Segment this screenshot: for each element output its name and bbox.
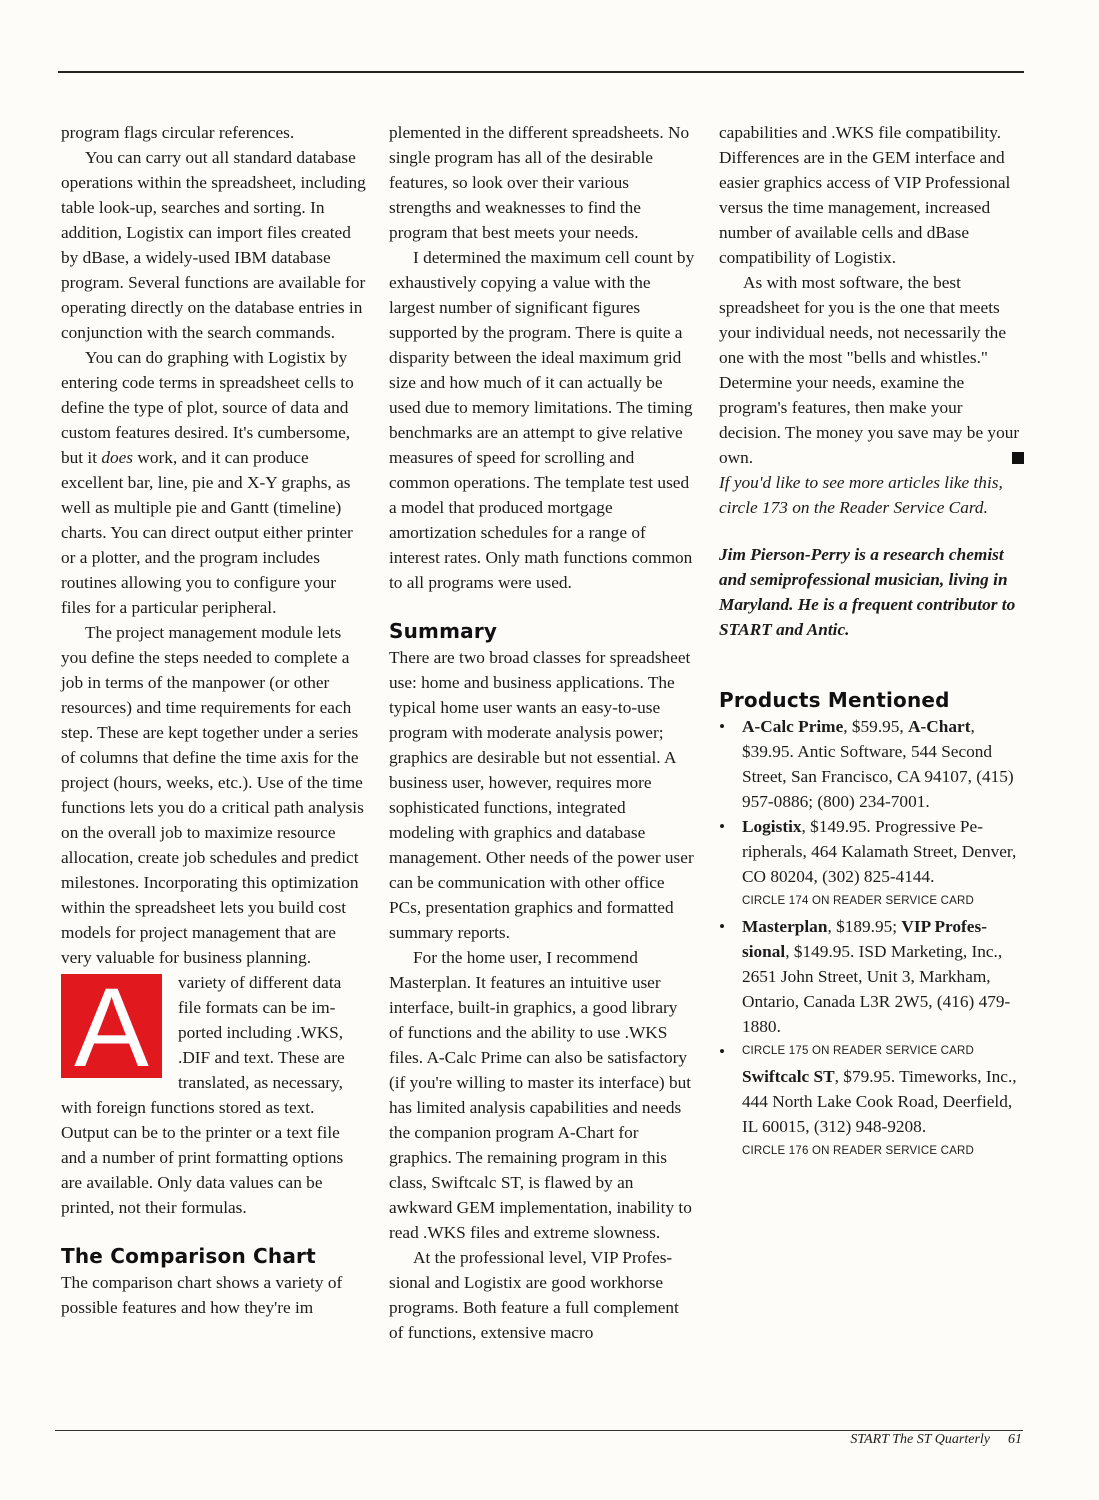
section-heading: Summary	[389, 619, 498, 643]
text-span: , $79.95. Timeworks, Inc., 444 North Lake Cook Road, Deerfield, IL 60015, (312) 948-9208.	[742, 1067, 1017, 1136]
section-heading: Products Mentioned	[719, 688, 950, 712]
text-span: , $39.95. Antic Software, 544 Second Street, San Francisco, CA 94107, (415) 957-0886; (800) 234-7001.	[742, 717, 1014, 811]
publication-name: START The ST Quarterly	[850, 1432, 990, 1447]
list-item	[719, 814, 1024, 914]
page-number: 61	[1008, 1432, 1022, 1447]
product-name: Masterplan	[742, 917, 828, 936]
paragraph	[61, 345, 366, 620]
bottom-rule	[55, 1430, 1023, 1431]
drop-cap-letter: A	[61, 974, 162, 1078]
section-heading: The Comparison Chart	[61, 1244, 316, 1268]
paragraph: There are two broad classes for spreadsheet use: home and business applications. The typical home user wants an easy-to-use program with moderate analysis power; graphics are desirable but not essential. A business user, however, requires more sophisticated functions, integrated modeling with graphics and database management. Other needs of the power user can be communication with other office PCs, presentation graphics and formatted summary reports.	[389, 648, 694, 942]
paragraph: variety of different data file formats can be imported including .WKS, .DIF and text. These are translated, as necessary, with foreign functions stored as text. Output can be to the printer or a text file and a number of print formatting options are available. Only data values can be printed, not their formulas.	[61, 973, 345, 1217]
paragraph: plemented in the different spreadsheets. No single program has all of the desirable features, so look over their various strengths and weaknesses to find the program that best meets your needs.	[389, 123, 690, 242]
paragraph: program flags circular references.	[61, 123, 295, 142]
text-span: , $149.95. Progressive Peripherals, 464 Kalamath Street, Denver, CO 80204, (302) 825-4144.	[742, 817, 1017, 886]
bullet-icon: •	[719, 1042, 726, 1061]
paragraph: The project management module lets you define the steps needed to complete a job in terms of the manpower (or other resources) and time requirements for each step. These are kept together under a series of columns that define the time axis for the project (hours, weeks, etc.). Use of the time functions lets you do a critical path analysis on the overall job to maximize resource allocation, create job schedules and predict milestones. Incorporating this optimization within the spreadsheet lets you build cost models for project management that are very valuable for business planning.	[61, 623, 364, 967]
paragraph: The comparison chart shows a variety of possible features and how they're im	[61, 1273, 343, 1317]
text-span: work, and it can produce excellent bar, line, pie and X-Y graphs, as well as multiple pie and Gantt (timeline) charts. You can direct output either printer or a plotter, and the program includes routines allowing you to configure your files for a particular peripheral.	[61, 448, 353, 617]
column-2	[389, 120, 695, 1345]
product-name: Logistix	[742, 817, 802, 836]
paragraph	[719, 270, 1024, 470]
author-bio: Jim Pierson-Perry is a research chemist and semiprofessional musician, living in Maryland. He is a frequent contributor to START and Antic.	[719, 545, 1016, 639]
column-3	[719, 120, 1024, 1164]
list-item	[719, 1039, 1024, 1164]
product-name: VIP Professional	[742, 917, 987, 961]
product-name: A-Chart	[908, 717, 971, 736]
text-span: As with most software, the best spreadsheet for you is the one that meets your individual needs, not necessarily the one with the most "bells and whistles." Determine your needs, examine the program's features, then make your decision. The money you save may be your own.	[719, 273, 1020, 467]
text-span: , $59.95,	[843, 717, 909, 736]
dropcap-paragraph	[61, 965, 366, 1220]
paragraph: I determined the maximum cell count by exhaustively copying a value with the largest number of significant figures supported by the program. There is quite a disparity between the ideal maximum grid size and how much of it can actually be used due to memory limitations. The timing benchmarks are an attempt to give relative measures of speed for scrolling and common operations. The template test used a model that produced mortgage amortization schedules for a range of interest rates. Only math functions common to all programs were used.	[389, 248, 695, 592]
paragraph: capabilities and .WKS file compatibility. Differences are in the GEM interface and easier graphics access of VIP Professional versus the time management, increased number of available cells and dBase compatibility of Logistix.	[719, 123, 1011, 267]
products-list	[719, 714, 1024, 1164]
paragraph: You can carry out all standard database operations within the spreadsheet, including table look-up, searches and sorting. In addition, Logistix can import files created by dBase, a widely-used IBM database program. Several functions are available for operating directly on the database entries in conjunction with the search commands.	[61, 148, 366, 342]
reader-service-circle: CIRCLE 175 ON READER SERVICE CARD	[742, 1045, 974, 1057]
text-span: , $189.95;	[827, 917, 902, 936]
product-name: Swiftcalc ST	[742, 1067, 835, 1086]
reader-service-note: If you'd like to see more articles like this, circle 173 on the Reader Service Card.	[719, 473, 1003, 517]
top-rule	[58, 71, 1024, 73]
end-mark-icon	[1012, 452, 1024, 464]
bullet-icon: •	[719, 817, 726, 836]
product-name: A-Calc Prime	[742, 717, 844, 736]
paragraph: For the home user, I recommend Masterplan. It features an intuitive user interface, built-in graphics, a good library of functions and the ability to use .WKS files. A-Calc Prime can also be satisfactory (if you're willing to master its interface) but has limited analysis capabilities and needs the companion program A-Chart for graphics. The remaining program in this class, Swiftcalc ST, is flawed by an awkward GEM implementation, inability to read .WKS files and extreme slowness.	[389, 948, 692, 1242]
list-item	[719, 914, 1024, 1039]
page-footer	[800, 1432, 1022, 1448]
emphasis: does	[101, 448, 134, 467]
list-item	[719, 714, 1024, 814]
reader-service-circle: CIRCLE 174 ON READER SERVICE CARD	[742, 895, 974, 907]
text-span: You can do graphing with Logistix by entering code terms in spreadsheet cells to define the type of plot, source of data and custom features desired. It's cumbersome, but it	[61, 348, 354, 467]
bullet-icon: •	[719, 917, 726, 936]
column-1	[61, 120, 366, 1320]
bullet-icon: •	[719, 717, 726, 736]
text-span: , $149.95. ISD Marketing, Inc., 2651 John Street, Unit 3, Markham, Ontario, Canada L3R 2W5, (416) 479-1880.	[742, 942, 1011, 1036]
reader-service-circle: CIRCLE 176 ON READER SERVICE CARD	[742, 1145, 974, 1157]
paragraph: At the professional level, VIP Professional and Logistix are good workhorse programs. Both feature a full complement of functions, extensive macro	[389, 1248, 679, 1342]
